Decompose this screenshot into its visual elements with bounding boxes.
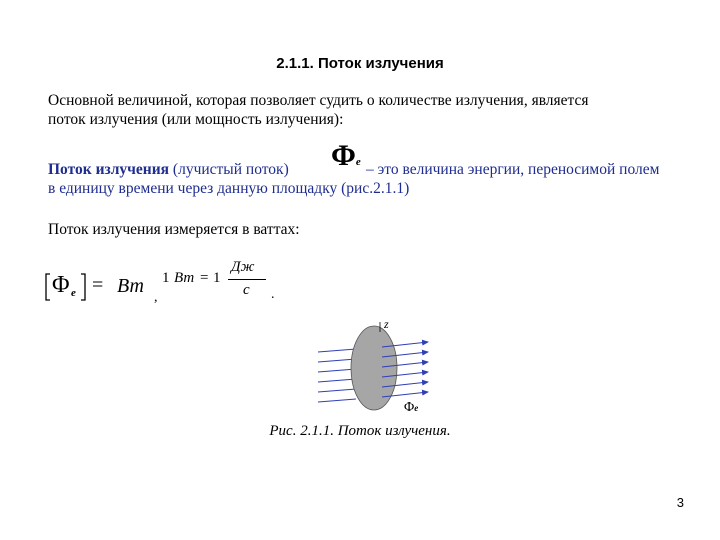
figure-caption: Рис. 2.1.1. Поток излучения. (269, 423, 451, 439)
incoming-ray (318, 379, 356, 382)
definition-phi: Φ (331, 139, 356, 172)
formula-phi-sub: e (71, 287, 76, 299)
formula-comma: , (154, 290, 158, 305)
units-sentence: Поток излучения измеряется в ваттах: (48, 221, 300, 238)
definition-line-2: в единицу времени через данную площадку (рис.2.1.1) (48, 180, 410, 197)
formula-one-2: 1 (213, 270, 221, 286)
formula-one: 1 (162, 270, 170, 286)
flux-label-phi: Φ (404, 400, 415, 415)
formula-unit: Вт (117, 275, 144, 297)
radiation-flux-figure (310, 318, 460, 418)
formula-period: . (271, 287, 275, 302)
definition-symbol (331, 139, 361, 172)
right-bracket (80, 273, 86, 301)
axis-label-z: z (384, 317, 389, 331)
flux-diagram (310, 318, 460, 418)
unit-formula (45, 259, 305, 315)
incoming-ray (318, 349, 356, 352)
definition-term: Поток излучения (48, 161, 170, 178)
flux-label (404, 400, 418, 416)
formula-numerator: Дж (231, 259, 255, 275)
definition-phi-sub: e (355, 156, 361, 168)
page-number: 3 (676, 495, 684, 510)
definition-alias: (лучистый поток) (169, 161, 289, 178)
incoming-ray (318, 389, 356, 392)
incoming-ray (318, 369, 356, 372)
surface-disc (351, 326, 397, 410)
page-title: 2.1.1. Поток излучения (276, 55, 444, 72)
formula-unit-2: Вт (174, 270, 195, 286)
definition-paragraph (48, 139, 688, 198)
incoming-ray (318, 399, 356, 402)
formula-phi: Φ (52, 272, 70, 298)
arrows-behind-disc (318, 349, 356, 402)
incoming-ray (318, 359, 356, 362)
left-bracket (45, 273, 51, 301)
intro-paragraph (48, 91, 688, 129)
definition-rest: – это величина энергии, переносимой полем (366, 161, 660, 178)
intro-line-1: Основной величиной, которая позволяет судить о количестве излучения, является (48, 92, 589, 109)
intro-line-2: поток излучения (или мощность излучения): (48, 111, 344, 128)
formula-equals: = (92, 274, 104, 296)
flux-label-sub: e (414, 403, 419, 413)
fraction-bar (228, 279, 266, 280)
formula-denominator: с (243, 282, 250, 298)
formula-equals-2: = (200, 270, 209, 286)
